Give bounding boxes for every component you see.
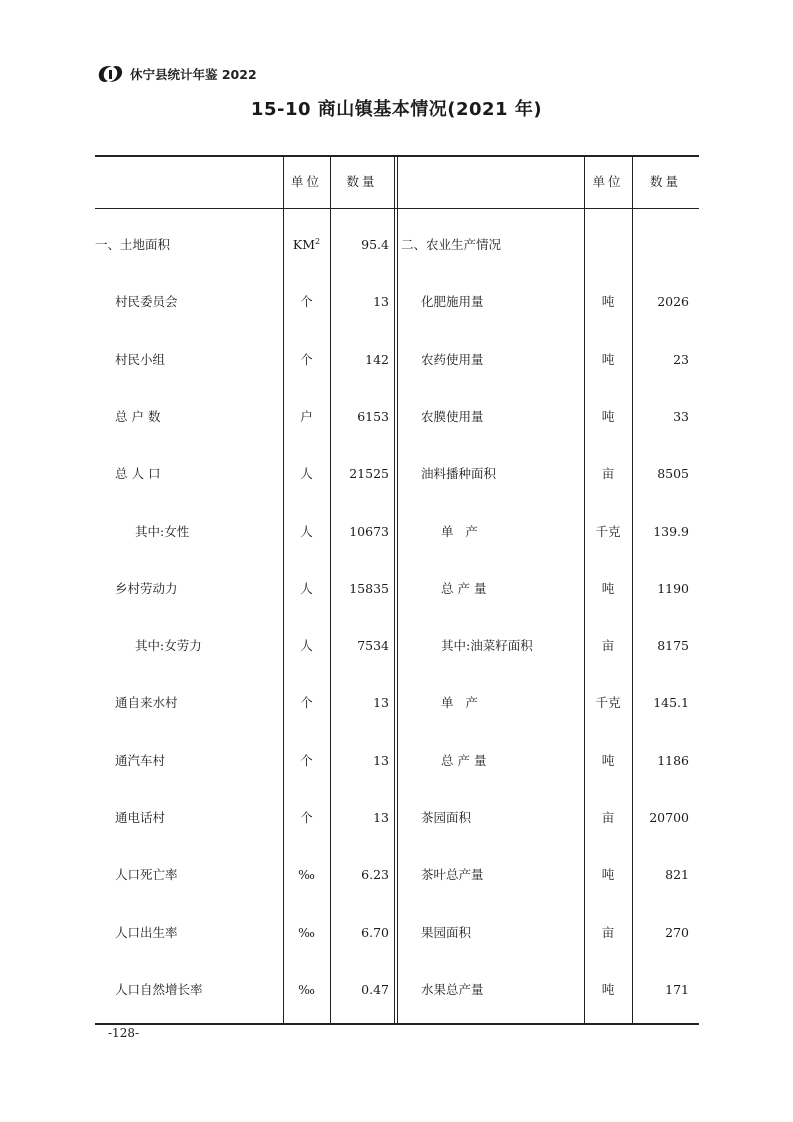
row-label: 农膜使用量 — [421, 408, 484, 424]
unit-text: 亩 — [601, 924, 615, 940]
row-label: 村民小组 — [115, 351, 166, 367]
unit-text: 千克 — [595, 523, 621, 539]
row-value: 8175 — [657, 638, 689, 654]
row-value: 33 — [673, 408, 689, 424]
row-value: 13 — [373, 752, 389, 768]
row-label: 通自来水村 — [115, 695, 178, 711]
unit-text: 人 — [300, 466, 313, 482]
unit-text: 个 — [300, 351, 313, 367]
row-value: 142 — [365, 351, 389, 367]
left-quantity-header: 数量 — [346, 174, 378, 189]
unit-text: ‰ — [298, 924, 315, 940]
row-value: 20700 — [649, 810, 689, 825]
row-label: 茶园面积 — [421, 810, 472, 825]
row-label: 油料播种面积 — [421, 466, 497, 482]
row-label: 人口出生率 — [115, 924, 178, 940]
row-label: 总 产 量 — [441, 752, 487, 768]
row-label: 其中:油菜籽面积 — [441, 638, 533, 654]
row-value: 270 — [665, 924, 689, 940]
right-quantity-header: 数量 — [649, 174, 681, 189]
row-value: 6.23 — [361, 867, 389, 883]
row-label: 单 产 — [441, 695, 478, 711]
row-label: 农药使用量 — [421, 351, 484, 367]
unit-text: 吨 — [601, 981, 615, 997]
row-label: 水果总产量 — [421, 981, 484, 997]
unit-text: ‰ — [298, 981, 315, 997]
row-value: 145.1 — [653, 695, 689, 711]
statistics-table — [95, 155, 699, 1025]
unit-text: 亩 — [601, 810, 615, 825]
right-unit-header: 单位 — [592, 174, 624, 189]
unit-text: 吨 — [601, 752, 615, 768]
unit-text: 个 — [300, 294, 313, 310]
row-value: 0.47 — [361, 981, 389, 997]
row-value: 13 — [373, 695, 389, 711]
row-label: 总 产 量 — [441, 580, 487, 596]
row-value: 7534 — [357, 638, 389, 654]
page-number: -128- — [108, 1026, 140, 1040]
unit-text: 吨 — [601, 867, 615, 883]
unit-text: ‰ — [298, 867, 315, 883]
row-label: 二、农业生产情况 — [401, 237, 502, 252]
row-label: 通汽车村 — [115, 752, 166, 768]
page-title: 15-10 商山镇基本情况(2021 年) — [250, 99, 543, 120]
row-value: 10673 — [349, 523, 389, 539]
row-value: 15835 — [349, 580, 389, 596]
row-value: 23 — [673, 351, 689, 367]
row-label: 总 户 数 — [115, 408, 161, 424]
row-value: 13 — [373, 810, 389, 825]
unit-text: 亩 — [601, 638, 615, 654]
row-value: 139.9 — [653, 523, 689, 539]
row-value: 821 — [665, 867, 689, 883]
unit-text: KM — [292, 237, 316, 252]
unit-text: 个 — [300, 810, 313, 825]
unit-text: 吨 — [601, 580, 615, 596]
row-value: 8505 — [657, 466, 689, 482]
row-label: 乡村劳动力 — [115, 580, 178, 596]
row-value: 1186 — [657, 752, 689, 768]
unit-text: 吨 — [601, 408, 615, 424]
row-label: 果园面积 — [421, 924, 472, 940]
unit-text: 千克 — [595, 695, 621, 711]
unit-text: 个 — [300, 752, 313, 768]
row-label: 人口死亡率 — [115, 867, 178, 883]
yearbook-title: 休宁县统计年鉴 2022 — [130, 67, 257, 82]
row-label: 其中:女劳力 — [135, 638, 202, 654]
unit-text: 人 — [300, 638, 313, 654]
unit-text: 亩 — [601, 466, 615, 482]
unit-text: 户 — [300, 408, 313, 424]
row-value: 95.4 — [361, 237, 389, 252]
row-label: 人口自然增长率 — [115, 981, 203, 997]
row-label: 茶叶总产量 — [421, 867, 484, 883]
row-value: 2026 — [657, 294, 689, 310]
column-divider — [394, 155, 395, 1025]
row-value: 6.70 — [361, 924, 389, 940]
row-label: 其中:女性 — [135, 523, 190, 539]
row-label: 一、土地面积 — [95, 237, 171, 252]
row-label: 通电话村 — [115, 810, 166, 825]
yearbook-header — [96, 62, 257, 86]
row-value: 6153 — [357, 408, 389, 424]
row-label: 化肥施用量 — [421, 294, 484, 310]
column-divider — [397, 155, 398, 1025]
yearbook-logo-icon — [96, 63, 126, 85]
row-label: 总 人 口 — [115, 466, 161, 482]
unit-text: 吨 — [601, 351, 615, 367]
unit-superscript: 2 — [315, 236, 321, 246]
unit-text: 吨 — [601, 294, 615, 310]
row-label: 村民委员会 — [115, 294, 178, 310]
unit-text: 个 — [300, 695, 313, 711]
left-unit-header: 单位 — [290, 174, 322, 189]
unit-text: 人 — [300, 580, 313, 596]
row-value: 1190 — [657, 580, 689, 596]
row-value: 13 — [373, 294, 389, 310]
row-value: 171 — [665, 981, 689, 997]
row-label: 单 产 — [441, 523, 478, 539]
unit-text: 人 — [300, 523, 313, 539]
row-value: 21525 — [349, 466, 389, 482]
